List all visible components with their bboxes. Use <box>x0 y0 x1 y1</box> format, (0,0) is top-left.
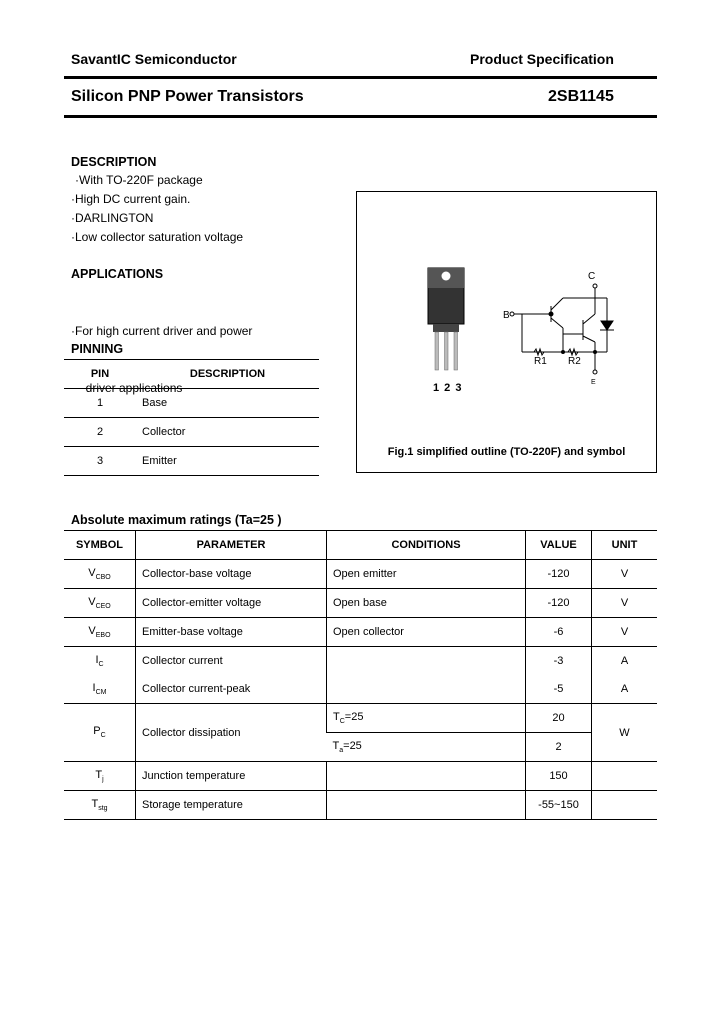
parameter-cell: Collector current-peak <box>136 675 327 704</box>
to220f-package-icon <box>428 268 464 370</box>
value-cell: -120 <box>526 560 592 589</box>
table-header-row <box>64 360 319 389</box>
table-header-row <box>64 531 657 560</box>
header-rule-bottom <box>64 115 657 118</box>
pin-number: 1 <box>64 389 136 418</box>
parameter-cell: Collector-base voltage <box>136 560 327 589</box>
conditions-cell: $T_C=25$ <box>327 704 526 733</box>
table-row <box>64 791 657 820</box>
label-r1: R1 <box>534 356 547 367</box>
symbol-cell: $T_j$ <box>64 762 136 791</box>
ratings-title: Absolute maximum ratings (Ta=25 ) <box>71 513 282 527</box>
table-header-cell: PARAMETER <box>136 531 327 560</box>
table-header-cell: SYMBOL <box>64 531 136 560</box>
table-row <box>64 704 657 733</box>
description-title: DESCRIPTION <box>71 155 157 169</box>
pinning-title: PINNING <box>71 342 124 356</box>
pin-number: 3 <box>64 447 136 476</box>
symbol-cell: $V_{EBO}$ <box>64 618 136 647</box>
value-cell: -120 <box>526 589 592 618</box>
unit-cell: A <box>592 647 658 676</box>
header-rule-top <box>64 76 657 79</box>
darlington-symbol-icon <box>510 284 614 374</box>
pin-numbers-label: 1 2 3 <box>433 382 463 394</box>
table-row <box>64 762 657 791</box>
parameter-cell: Collector-emitter voltage <box>136 589 327 618</box>
symbol-cell: $I_{CM}$ <box>64 675 136 704</box>
table-row <box>64 560 657 589</box>
pin-description: Collector <box>136 418 319 447</box>
unit-cell <box>592 762 658 791</box>
description-item: ·With TO-220F package <box>75 173 203 187</box>
parameter-cell: Collector current <box>136 647 327 676</box>
table-row <box>64 389 319 418</box>
value-cell: 2 <box>526 733 592 762</box>
symbol-cell: $T_{stg}$ <box>64 791 136 820</box>
doc-type: Product Specification <box>470 51 614 67</box>
symbol-cell: $V_{CEO}$ <box>64 589 136 618</box>
table-row <box>64 418 319 447</box>
conditions-cell <box>327 791 526 820</box>
value-cell: 150 <box>526 762 592 791</box>
parameter-cell: Junction temperature <box>136 762 327 791</box>
description-list <box>71 171 243 247</box>
conditions-cell: Open base <box>327 589 526 618</box>
value-cell: -5 <box>526 675 592 704</box>
table-header-cell: UNIT <box>592 531 658 560</box>
unit-cell: V <box>592 560 658 589</box>
figure-caption: Fig.1 simplified outline (TO-220F) and symbol <box>387 446 626 458</box>
conditions-cell: $T_a=25$ <box>327 733 526 762</box>
applications-line: driver applications <box>79 381 183 395</box>
description-item: ·DARLINGTON <box>71 211 154 225</box>
symbol-cell: $V_{CBO}$ <box>64 560 136 589</box>
figure-box <box>356 191 657 473</box>
pin-description: Emitter <box>136 447 319 476</box>
table-row <box>64 647 657 676</box>
table-header-cell: DESCRIPTION <box>136 360 319 389</box>
conditions-cell: Open emitter <box>327 560 526 589</box>
unit-cell: V <box>592 618 658 647</box>
value-cell: 20 <box>526 704 592 733</box>
pinning-table <box>64 359 319 476</box>
parameter-cell: Storage temperature <box>136 791 327 820</box>
applications-line: ·For high current driver and power <box>71 324 253 338</box>
label-c: C <box>588 271 596 282</box>
conditions-cell: Open collector <box>327 618 526 647</box>
part-number: 2SB1145 <box>548 88 614 105</box>
table-row <box>64 618 657 647</box>
conditions-cell <box>327 647 526 704</box>
unit-cell: W <box>592 704 658 762</box>
unit-cell: V <box>592 589 658 618</box>
pin-number: 2 <box>64 418 136 447</box>
parameter-cell: Collector dissipation <box>136 704 327 762</box>
description-item: ·Low collector saturation voltage <box>71 230 244 244</box>
package-and-symbol-drawing <box>357 192 656 472</box>
table-row <box>64 589 657 618</box>
company-name: SavantIC Semiconductor <box>71 51 237 67</box>
table-header-cell: PIN <box>64 360 136 389</box>
product-line: Silicon PNP Power Transistors <box>71 88 304 105</box>
conditions-cell <box>327 762 526 791</box>
label-b: B <box>503 310 510 321</box>
ratings-table <box>64 530 657 820</box>
pin-description: Base <box>136 389 319 418</box>
label-r2: R2 <box>568 356 581 367</box>
description-item: ·High DC current gain. <box>71 192 191 206</box>
parameter-cell: Emitter-base voltage <box>136 618 327 647</box>
table-header-cell: CONDITIONS <box>327 531 526 560</box>
value-cell: -6 <box>526 618 592 647</box>
table-header-cell: VALUE <box>526 531 592 560</box>
value-cell: -55~150 <box>526 791 592 820</box>
label-e: E <box>591 379 596 386</box>
applications-title: APPLICATIONS <box>71 267 164 281</box>
symbol-cell: $I_C$ <box>95 653 104 669</box>
unit-cell: A <box>592 675 658 704</box>
unit-cell <box>592 791 658 820</box>
symbol-cell: $P_C$ <box>64 704 136 762</box>
value-cell: -3 <box>526 647 592 676</box>
table-row <box>64 447 319 476</box>
